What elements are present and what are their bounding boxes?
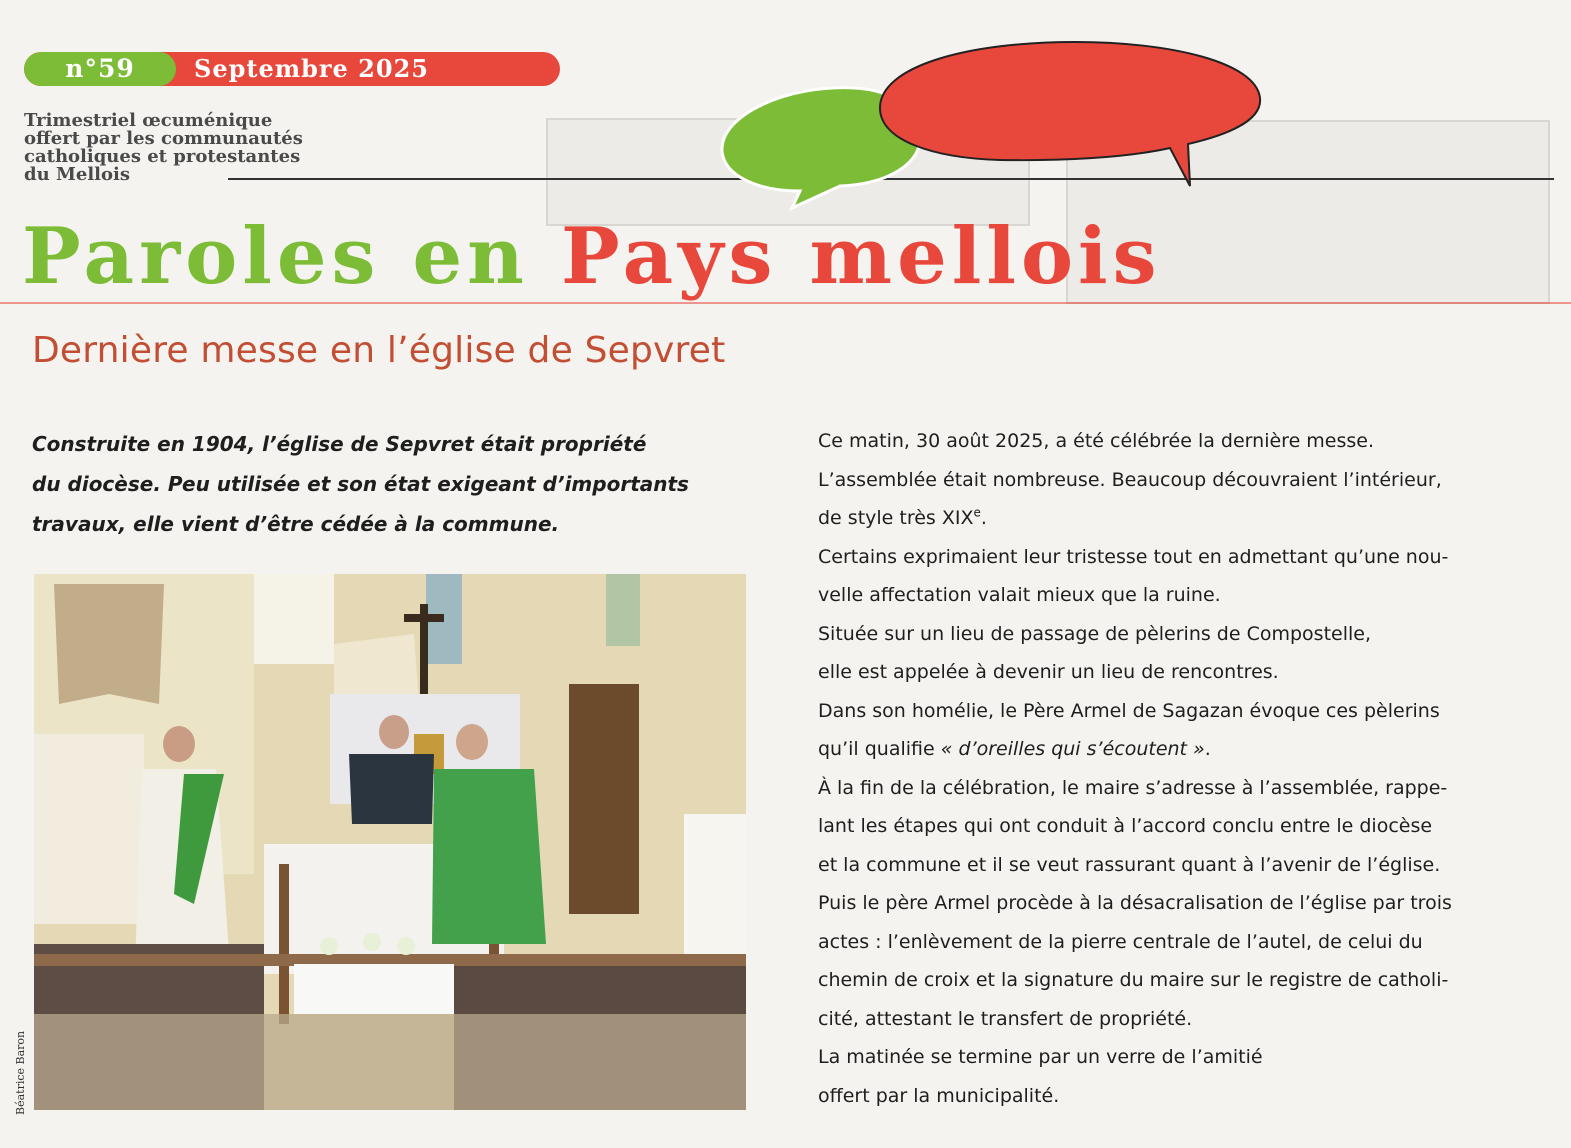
body-line: Certains exprimaient leur tristesse tout en admettant qu’une nou- — [818, 545, 1449, 568]
homily-quote: « d’oreilles qui s’écoutent » — [940, 738, 1205, 760]
body-line: elle est appelée à devenir un lieu de rencontres. — [818, 661, 1279, 683]
section-divider — [0, 302, 1571, 304]
lead-line: Construite en 1904, l’église de Sepvret était propriété — [32, 432, 647, 456]
masthead-red: Pays mellois — [561, 211, 1162, 302]
issue-date: Septembre 2025 — [194, 54, 429, 83]
body-line: lant les étapes qui ont conduit à l’accord conclu entre le diocèse — [818, 815, 1433, 837]
body-line: Ce matin, 30 août 2025, a été célébrée la dernière messe. — [818, 430, 1375, 452]
photo-credit: Béatrice Baron — [14, 1030, 27, 1115]
issue-banner — [24, 52, 560, 86]
article-body — [818, 422, 1558, 1115]
body-line: À la fin de la célébration, le maire s’adresse à l’assemblée, rappe- — [818, 776, 1448, 799]
body-line: La matinée se termine par un verre de l’amitié — [818, 1046, 1263, 1068]
body-line: offert par la municipalité. — [818, 1084, 1060, 1107]
article-lead — [32, 424, 772, 544]
lead-line: du diocèse. Peu utilisée et son état exigeant d’importants — [32, 472, 689, 496]
article-title: Dernière messe en l’église de Sepvret — [32, 330, 726, 371]
body-line-period: . — [980, 507, 987, 529]
superscript-e: e — [973, 505, 981, 520]
body-line-period: . — [1204, 738, 1211, 760]
body-line: L’assemblée était nombreuse. Beaucoup découvraient l’intérieur, — [818, 468, 1442, 491]
body-line: cité, attestant le transfert de propriété. — [818, 1007, 1193, 1030]
tagline-line: Trimestriel œcuménique — [24, 110, 273, 131]
speech-bubbles-logo — [700, 36, 1300, 216]
body-line: Dans son homélie, le Père Armel de Sagazan évoque ces pèlerins — [818, 699, 1440, 722]
body-line: actes : l’enlèvement de la pierre centrale de l’autel, de celui du — [818, 930, 1423, 953]
tagline-line: offert par les communautés — [24, 128, 303, 149]
tagline — [24, 112, 484, 184]
body-line: chemin de croix et la signature du maire sur le registre de catholi- — [818, 969, 1449, 991]
tagline-line: du Mellois — [24, 164, 130, 185]
body-line-xix — [818, 499, 1558, 538]
tagline-line: catholiques et protestantes — [24, 146, 301, 167]
body-line-quote — [818, 730, 1558, 769]
lead-line: travaux, elle vient d’être cédée à la commune. — [32, 512, 560, 536]
body-line: Située sur un lieu de passage de pèlerins de Compostelle, — [818, 622, 1371, 645]
body-line: Puis le père Armel procède à la désacralisation de l’église par trois — [818, 892, 1452, 914]
church-photo — [34, 574, 746, 1110]
body-line: qu’il qualifie — [818, 738, 941, 760]
masthead-green: Paroles en — [22, 211, 529, 302]
body-line: de style très XIX — [818, 507, 974, 529]
masthead-title — [22, 212, 1552, 302]
issue-number: n°59 — [24, 52, 176, 86]
body-line: velle affectation valait mieux que la ruine. — [818, 584, 1221, 606]
church-interior-illustration — [34, 574, 746, 1110]
red-speech-bubble — [880, 42, 1260, 186]
body-line: et la commune et il se veut rassurant quant à l’avenir de l’église. — [818, 853, 1441, 876]
